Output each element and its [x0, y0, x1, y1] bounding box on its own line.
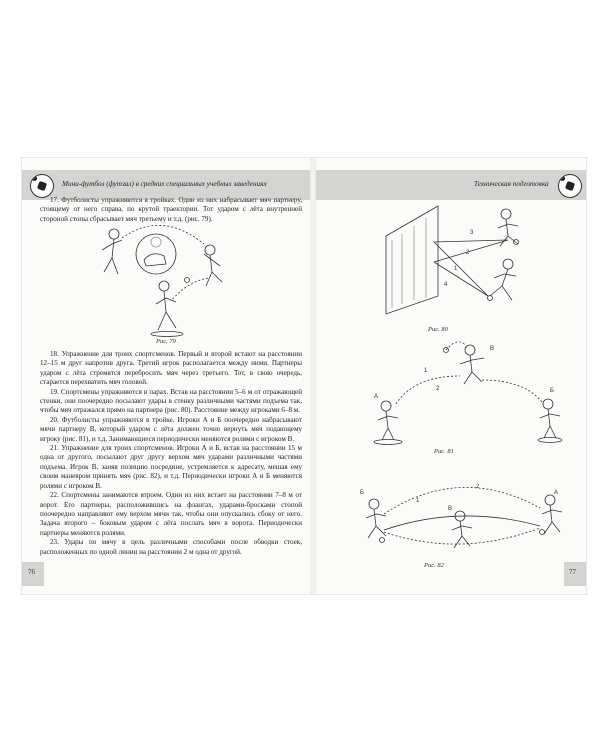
- right-page-number: 77: [569, 568, 576, 576]
- figure-81-caption: Рис. 81: [434, 448, 454, 455]
- fig82-label: Б: [360, 490, 364, 496]
- fig81-label: Б: [550, 388, 554, 394]
- soccer-ball-icon: [30, 174, 54, 198]
- fig81-label: А: [374, 394, 379, 400]
- fig82-label: 2: [476, 484, 480, 490]
- left-body-text: [40, 350, 302, 557]
- paragraph-21: 21. Упражнение для троих спортсменов. Игроки А и Б, встав на расстоянии 15 м одна от другого, посылают друг другу верхом мяч ударами различными частями подъема. Игрок В, заняв позицию посредине, устремляется к адресату, мешая ему своим маневром принять мяч (рис. 82), и т.д. Периодически игроки А и Б меняются ролями с игроком В.: [40, 444, 302, 490]
- figure-80-drawing: [358, 196, 558, 316]
- right-running-head: Техническая подготовка: [474, 180, 549, 188]
- figure-79-caption: Рис. 79: [156, 338, 176, 345]
- paragraph-18: 18. Упражнение для троих спортсменов. Первый и второй встают на расстоянии 12–15 м друг напротив друга. Третий игрок располагается между ними. Партнеры ударом с лёта стремятся перебросить мяч через третьего. Тот, в свою очередь, старается перехватить мяч головой.: [40, 350, 302, 387]
- left-running-head: Мини-футбол (футзал) в средних специальных учебных заведениях: [62, 180, 267, 188]
- paragraph-19: 19. Спортсмены упражняются в парах. Встав на расстоянии 5–6 м от отражающей стенки, они поочередно посылают удары в стенку различными частями подъема так, чтобы мяч отражался прямо на партнера (рис. 80). Расстояние между игроками 6–8 м.: [40, 387, 302, 415]
- fig81-label: В: [490, 346, 495, 352]
- fig82-label: А: [554, 490, 559, 496]
- fig81-label: 2: [436, 386, 440, 392]
- figure-80-caption: Рис. 80: [428, 326, 448, 333]
- fig80-label: 1: [454, 266, 458, 272]
- fig80-label: 2: [466, 250, 470, 256]
- figure-82-drawing: [356, 474, 568, 558]
- paragraph-20: 20. Футболисты упражняются в тройке. Игроки А и Б поочередно набрасывают мячи партнеру В, который ударом с лёта должен точно вернуть мяч подающему игроку (рис. 81), и т.д. Занимающиеся периодически меняются ролями с игроком В.: [40, 415, 302, 443]
- figure-82-caption: Рис. 82: [424, 562, 444, 569]
- paragraph-22: 22. Спортсмены занимаются втроем. Один из них встает на расстоянии 7–8 м от ворот. Его партнеры, расположившись на флангах, ударами-бросками стопой поочередно направляют ему верхом мячи так, чтобы они опускались сбоку от него. Задача второго – боковым ударом с лёта послать мяч в ворота. Периодически партнеры меняются ролями.: [40, 491, 302, 537]
- figure-81-drawing: [374, 336, 564, 448]
- left-page-number: 76: [28, 568, 35, 576]
- fig82-label: В: [448, 506, 453, 512]
- fig80-label: 4: [444, 282, 448, 288]
- book-spread: [22, 158, 586, 594]
- soccer-ball-icon: [558, 174, 582, 198]
- fig82-label: 1: [416, 498, 420, 504]
- fig80-label: 3: [470, 230, 474, 236]
- book-gutter: [310, 158, 316, 594]
- fig81-label: 1: [424, 368, 428, 374]
- paragraph-text: 17. Футболисты упражняются в тройках. Один из них набрасывает мяч партнеру, стоящему от него справа, по крутой траектории. Тот ударом с лёта внутренней стороной стопы сбрасывает мяч третьему и т.д. (рис. 79).: [40, 196, 302, 223]
- figure-79-drawing: [92, 220, 242, 345]
- paragraph-23: 23. Удары по мячу в цель различными способами после обводки стоек, расположенных по одной линии на расстоянии 2 м одна от другой.: [40, 538, 302, 556]
